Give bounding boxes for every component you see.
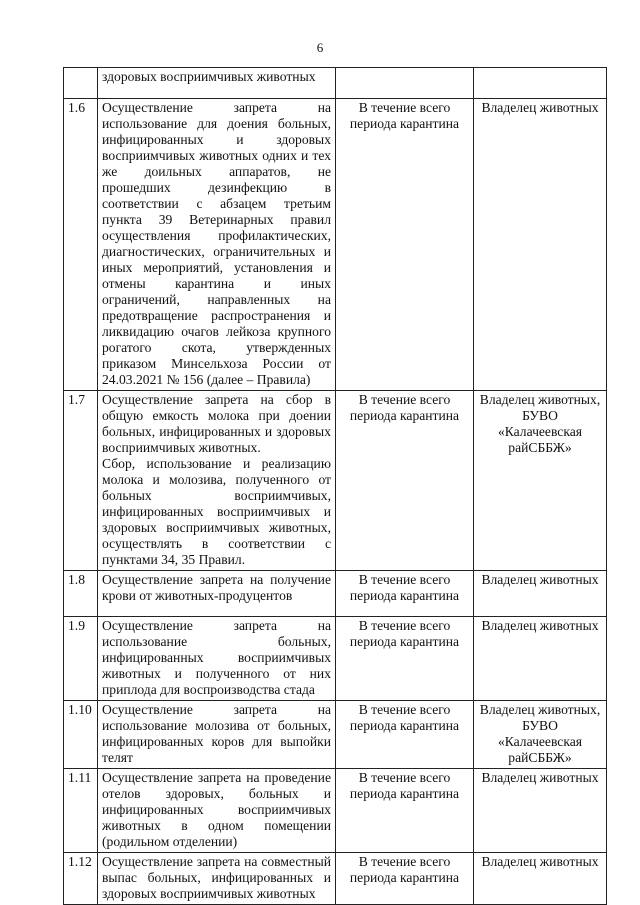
row-responsible [474, 769, 607, 853]
description-paragraph: Осуществление запрета на получение крови от животных-продуцентов [102, 572, 331, 603]
row-description [98, 701, 336, 769]
table-row [64, 769, 607, 853]
responsible-line: Владелец животных, [479, 702, 601, 717]
responsible-line: БУВО [522, 408, 558, 423]
row-description [98, 769, 336, 853]
description-paragraph: Осуществление запрета на сбор в общую емкость молока при доении больных, инфицированных и здоровых восприимчивых животных. [102, 392, 331, 455]
row-responsible [474, 853, 607, 905]
description-paragraph: Осуществление запрета на использование больных, инфицированных восприимчивых животных и полученного от них приплода для воспроизводства стада [102, 618, 331, 697]
responsible-line: Владелец животных [481, 770, 599, 785]
row-period: В течение всего периода карантина [336, 853, 474, 905]
table-row [64, 571, 607, 617]
row-period: В течение всего периода карантина [336, 617, 474, 701]
row-number [64, 68, 98, 99]
row-responsible [474, 571, 607, 617]
table-row [64, 391, 607, 571]
row-responsible [474, 617, 607, 701]
responsible-line: «Калачеевская райСББЖ» [497, 734, 583, 765]
responsible-line: Владелец животных [481, 618, 599, 633]
row-period [336, 68, 474, 99]
table-row [64, 701, 607, 769]
responsible-line: Владелец животных [481, 100, 599, 115]
row-number: 1.6 [64, 99, 98, 391]
row-period: В течение всего периода карантина [336, 769, 474, 853]
row-number: 1.9 [64, 617, 98, 701]
row-responsible [474, 99, 607, 391]
row-period: В течение всего периода карантина [336, 571, 474, 617]
description-paragraph: Сбор, использование и реализацию молока и молозива, полученного от больных восприимчивых, инфицированных восприимчивых и здоровых восприимчивых животных, осуществлять в соответствии с пунктами 34, 35 Правил. [102, 456, 331, 567]
description-paragraph: Осуществление запрета на проведение отелов здоровых, больных и инфицированных восприимчивых животных в одном помещении (родильном отделении) [102, 770, 331, 849]
description-paragraph: Осуществление запрета на использование молозива от больных, инфицированных коров для выпойки телят [102, 702, 331, 765]
responsible-line: Владелец животных, [479, 392, 601, 407]
description-paragraph: Осуществление запрета на совместный выпас больных, инфицированных и здоровых восприимчивых животных [102, 854, 331, 901]
row-description [98, 99, 336, 391]
responsible-line: БУВО [522, 718, 558, 733]
row-number: 1.7 [64, 391, 98, 571]
table-row [64, 68, 607, 99]
row-description [98, 391, 336, 571]
row-number: 1.12 [64, 853, 98, 905]
table-row [64, 99, 607, 391]
measures-table [63, 67, 607, 905]
page-number: 6 [316, 40, 324, 55]
row-description [98, 68, 336, 99]
row-number: 1.8 [64, 571, 98, 617]
row-description [98, 571, 336, 617]
row-period: В течение всего периода карантина [336, 701, 474, 769]
responsible-line: Владелец животных [481, 572, 599, 587]
row-period: В течение всего периода карантина [336, 391, 474, 571]
row-responsible [474, 68, 607, 99]
row-number: 1.10 [64, 701, 98, 769]
table-row [64, 853, 607, 905]
row-period: В течение всего периода карантина [336, 99, 474, 391]
row-responsible [474, 391, 607, 571]
row-number: 1.11 [64, 769, 98, 853]
row-responsible [474, 701, 607, 769]
row-description [98, 617, 336, 701]
responsible-line: «Калачеевская райСББЖ» [497, 424, 583, 455]
responsible-line: Владелец животных [481, 854, 599, 869]
row-description [98, 853, 336, 905]
description-paragraph: Осуществление запрета на использование для доения больных, инфицированных и здоровых восприимчивых животных одних и тех же доильных аппаратов, не прошедших дезинфекцию в соответствии с абзацем третьим пункта 39 Ветеринарных правил осуществления профилактических, диагностических, ограничительных и иных мероприятий, установления и отмены карантина и иных ограничений, направленных на предотвращение распространения и ликвидацию очагов лейкоза крупного рогатого скота, утвержденных приказом Минсельхоза России от 24.03.2021 № 156 (далее – Правила) [102, 100, 331, 387]
description-paragraph: здоровых восприимчивых животных [102, 69, 316, 84]
table-row [64, 617, 607, 701]
